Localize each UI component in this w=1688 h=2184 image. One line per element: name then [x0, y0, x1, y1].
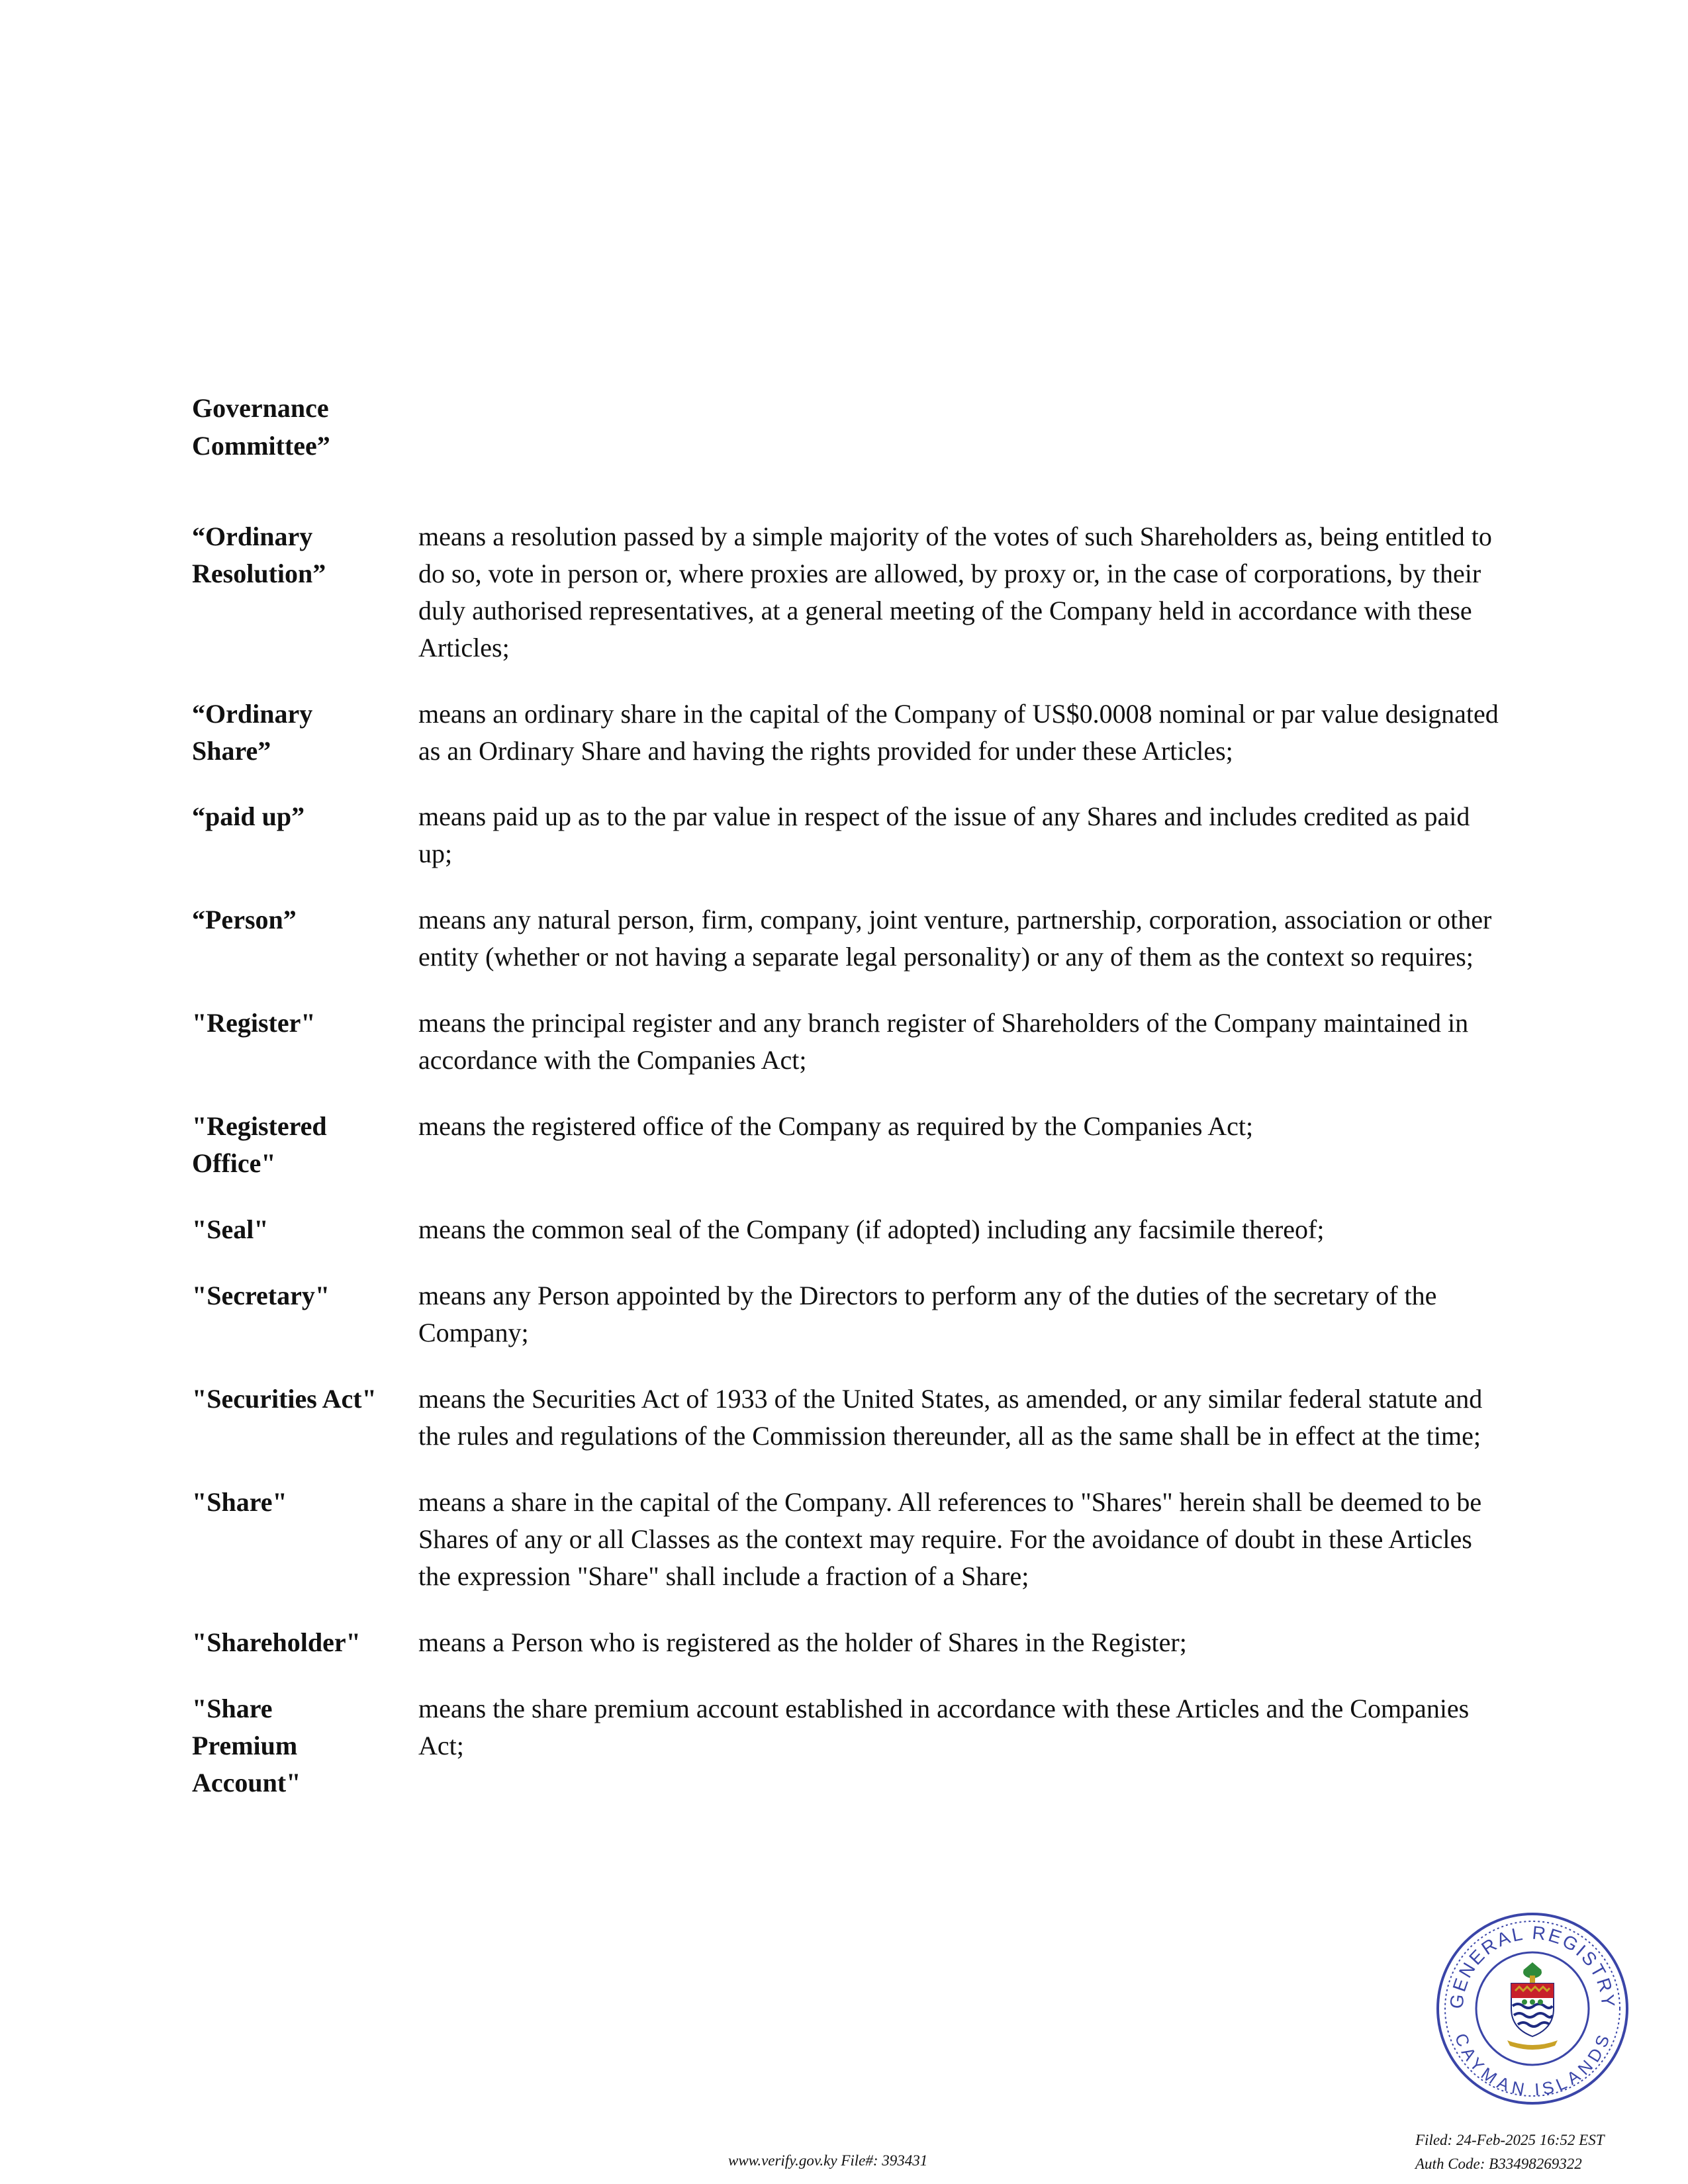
- continued-term-line: Governance: [192, 393, 329, 423]
- filed-date: Filed: 24-Feb-2025 16:52 EST: [1415, 2132, 1605, 2148]
- definition-row: [192, 1108, 1509, 1182]
- definition-text: means the common seal of the Company (if adopted) including any facsimile thereof;: [418, 1214, 1325, 1244]
- filing-stamp: [1415, 2128, 1634, 2176]
- definition-term: “Ordinary Resolution”: [192, 522, 326, 588]
- definition-text: means the share premium account established in accordance with these Articles and the Companies Act;: [418, 1694, 1470, 1760]
- definition-row: [192, 1690, 1509, 1801]
- auth-code: Auth Code: B33498269322: [1415, 2156, 1582, 2172]
- verify-file-number: www.verify.gov.ky File#: 393431: [728, 2152, 928, 2169]
- definition-text: means any Person appointed by the Directors to perform any of the duties of the secretary of the Company;: [418, 1281, 1437, 1347]
- coat-of-arms-icon: [1507, 1962, 1558, 2050]
- definition-text: means a resolution passed by a simple majority of the votes of such Shareholders as, being entitled to do so, vote in person or, where proxies are allowed, by proxy or, in the case of corporations, by their duly authorised representatives, at a general meeting of the Company held in accordance with these Articles;: [418, 522, 1492, 662]
- definition-text: means the principal register and any branch register of Shareholders of the Company maintained in accordance with the Companies Act;: [418, 1008, 1469, 1075]
- definition-row: [192, 696, 1509, 770]
- definition-row: [192, 1484, 1509, 1595]
- seal-top-text: GENERAL REGISTRY: [1446, 1922, 1619, 2010]
- definition-term: "Secretary": [192, 1281, 330, 1310]
- definition-row: [192, 798, 1509, 872]
- definition-term: "Registered Office": [192, 1111, 327, 1178]
- definition-text: means any natural person, firm, company, joint venture, partnership, corporation, association or other entity (whether or not having a separate legal personality) or any of them as the context so requires;: [418, 905, 1492, 972]
- definition-row: [192, 1005, 1509, 1079]
- definition-row: [192, 1211, 1509, 1248]
- definition-text: means paid up as to the par value in respect of the issue of any Shares and includes credited as paid up;: [418, 801, 1470, 868]
- definition-text: means an ordinary share in the capital of the Company of US$0.0008 nominal or par value designated as an Ordinary Share and having the rights provided for under these Articles;: [418, 699, 1499, 766]
- definition-row: [192, 1624, 1509, 1661]
- definition-term: "Share": [192, 1487, 287, 1517]
- definition-row: [192, 1277, 1509, 1351]
- definitions-list: [192, 389, 1509, 1801]
- general-registry-seal: [1433, 1909, 1632, 2108]
- definition-text: means a Person who is registered as the holder of Shares in the Register;: [418, 1627, 1187, 1657]
- continued-term-line: Committee”: [192, 431, 330, 461]
- definition-term: “Person”: [192, 905, 297, 934]
- seal-bottom-text: CAYMAN ISLANDS: [1450, 2030, 1615, 2100]
- definition-term: "Register": [192, 1008, 316, 1038]
- definition-row: [192, 1381, 1509, 1455]
- definition-term: "Securities Act": [192, 1384, 377, 1414]
- definition-row: [192, 901, 1509, 976]
- definition-text: means a share in the capital of the Company. All references to "Shares" herein shall be deemed to be Shares of any or all Classes as the context may require. For the avoidance of doubt in these Articles the expression "Share" shall include a fraction of a Share;: [418, 1487, 1482, 1591]
- definition-text: means the Securities Act of 1933 of the United States, as amended, or any similar federal statute and the rules and regulations of the Commission thereunder, all as the same shall be in effect at the time;: [418, 1384, 1483, 1451]
- definition-text: means the registered office of the Company as required by the Companies Act;: [418, 1111, 1254, 1141]
- definition-row: [192, 518, 1509, 666]
- definition-term: "Share Premium Account": [192, 1694, 301, 1797]
- continued-term: [192, 389, 404, 465]
- definition-term: "Shareholder": [192, 1627, 361, 1657]
- definition-term: “Ordinary Share”: [192, 699, 313, 766]
- definition-term: "Seal": [192, 1214, 269, 1244]
- definition-term: “paid up”: [192, 801, 305, 831]
